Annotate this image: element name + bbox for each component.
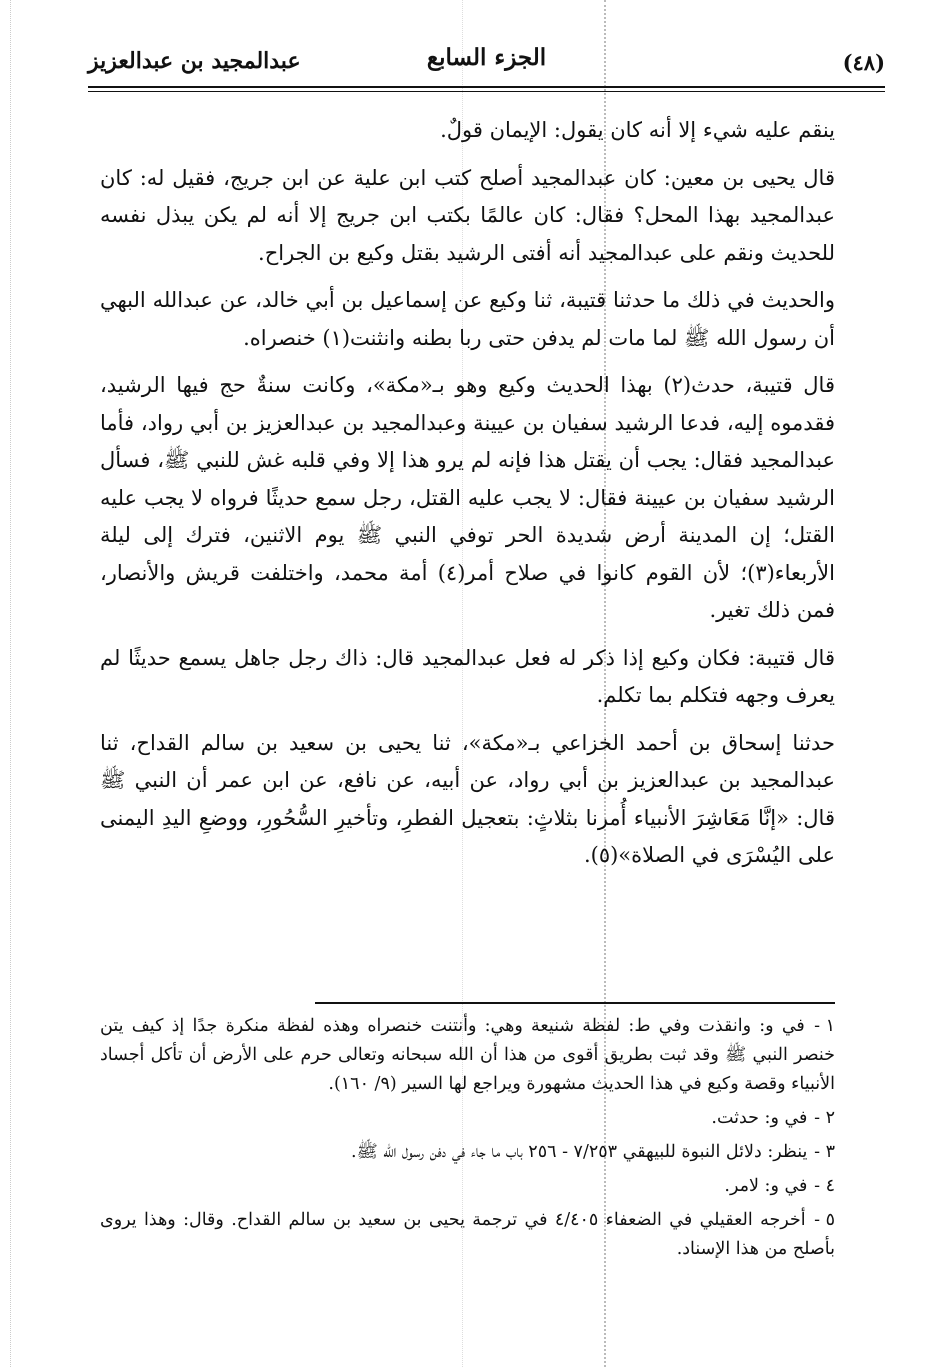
footnote-number: ٤ - — [814, 1176, 835, 1196]
paragraph: ينقم عليه شيء إلا أنه كان يقول: الإيمان قولٌ. — [440, 118, 835, 142]
header-rule — [88, 86, 885, 88]
footnotes — [100, 1012, 835, 1269]
footnote-number: ٢ - — [814, 1108, 835, 1128]
running-header — [88, 38, 885, 90]
paragraph: قال يحيى بن معين: كان عبدالمجيد أصلح كتب ابن علية عن ابن جريج، فقيل له: كان عبدالمجيد بهذا المحل؟ فقال: كان عالمًا بكتب ابن جريج إلا أنه لم يكن يبذل نفسه للحديث ونقم على عبدالمجيد أنه أفتى الرشيد بقتل وكيع بن الجراح. — [100, 165, 835, 265]
footnote — [100, 1138, 835, 1167]
binding-dots — [10, 0, 11, 1367]
footnote — [100, 1012, 835, 1099]
footnote — [100, 1172, 835, 1201]
entry-name: عبدالمجيد بن عبدالعزيز — [88, 48, 301, 74]
footnote-text: في و: حدثت. — [711, 1108, 808, 1128]
main-text — [100, 112, 835, 885]
paragraph: قال قتيبة، حدث(٢) بهذا الحديث وكيع وهو بـ«مكة»، وكانت سنةٌ حج فيها الرشيد، فقدموه إليه، فدعا الرشيد سفيان بن عيينة وعبدالمجيد بن عبدالعزيز بن أبي رواد، فأما عبدالمجيد فقال: يجب أن يقتل هذا فإنه لم يرو هذا إلا وفي قلبه غش للنبي ﷺ، فسأل الرشيد سفيان بن عيينة فقال: لا يجب عليه القتل، رجل سمع حديثًا فرواه لا يجب عليه القتل؛ إن المدينة أرض شديدة الحر توفي النبي ﷺ يوم الاثنين، فترك إلى ليلة الأربعاء(٣)؛ لأن القوم كانوا في صلاح أمر(٤) أمة محمد، واختلفت قريش والأنصار، فمن ذلك تغير. — [100, 373, 835, 622]
footnote-number: ٥ - — [814, 1210, 835, 1230]
paragraph: قال قتيبة: فكان وكيع إذا ذكر له فعل عبدالمجيد قال: ذاك رجل جاهل يسمع حديثًا لم يعرف وجهه فتكلم بما تكلم. — [100, 645, 835, 707]
footnote-text: أخرجه العقيلي في الضعفاء ٤/٤٠٥ في ترجمة يحيى بن سعيد بن سالم القداح. وقال: وهذا يروى بأصلح من هذا الإسناد. — [100, 1210, 835, 1259]
footnote-text: في و: لامر. — [724, 1176, 808, 1196]
footnote-number: ١ - — [814, 1016, 835, 1036]
footnote-number: ٣ - — [814, 1142, 835, 1162]
footnote — [100, 1206, 835, 1264]
page-number: (٤٨) — [842, 50, 885, 75]
footnote-text: في و: وانقذت وفي ط: لفظة شنيعة وهي: وأنتنت خنصراه وهذه لفظة منكرة جدًا إذ كيف يتن خنصر النبي ﷺ وقد ثبت بطريق أقوى من هذا أن الله سبحانه وتعالى حرم على الأرض أن تأكل أجساد الأنبياء وقصة وكيع في هذا الحديث مشهورة ويراجع لها السير (٩/ ١٦٠). — [100, 1016, 835, 1094]
footnote-text: ينظر: دلائل النبوة للبيهقي ٧/٢٥٣ - ٢٥٦ باب ما جاء في دفن رسول الله ﷺ. — [351, 1142, 808, 1162]
volume-title: الجزء السابع — [426, 44, 547, 71]
footnote — [100, 1104, 835, 1133]
paragraph: والحديث في ذلك ما حدثنا قتيبة، ثنا وكيع عن إسماعيل بن أبي خالد، عن عبدالله البهي أن رسول الله ﷺ لما مات لم يدفن حتى ربا بطنه وانثنت(١) خنصراه. — [100, 288, 835, 350]
paragraph: حدثنا إسحاق بن أحمد الخزاعي بـ«مكة»، ثنا يحيى بن سعيد بن سالم القداح، ثنا عبدالمجيد بن عبدالعزيز بن أبي رواد، عن أبيه، عن نافع، عن ابن عمر أن النبي ﷺ قال: «إنَّا مَعَاشِرَ الأنبياء أُمرنا بثلاثٍ: بتعجيل الفطرِ، وتأخيرِ السُّحُورِ، ووضعِ اليدِ اليمنى على اليُسْرَى في الصلاة»(٥). — [100, 730, 835, 867]
header-rule-thin — [88, 91, 885, 92]
footnote-separator — [315, 1002, 835, 1004]
